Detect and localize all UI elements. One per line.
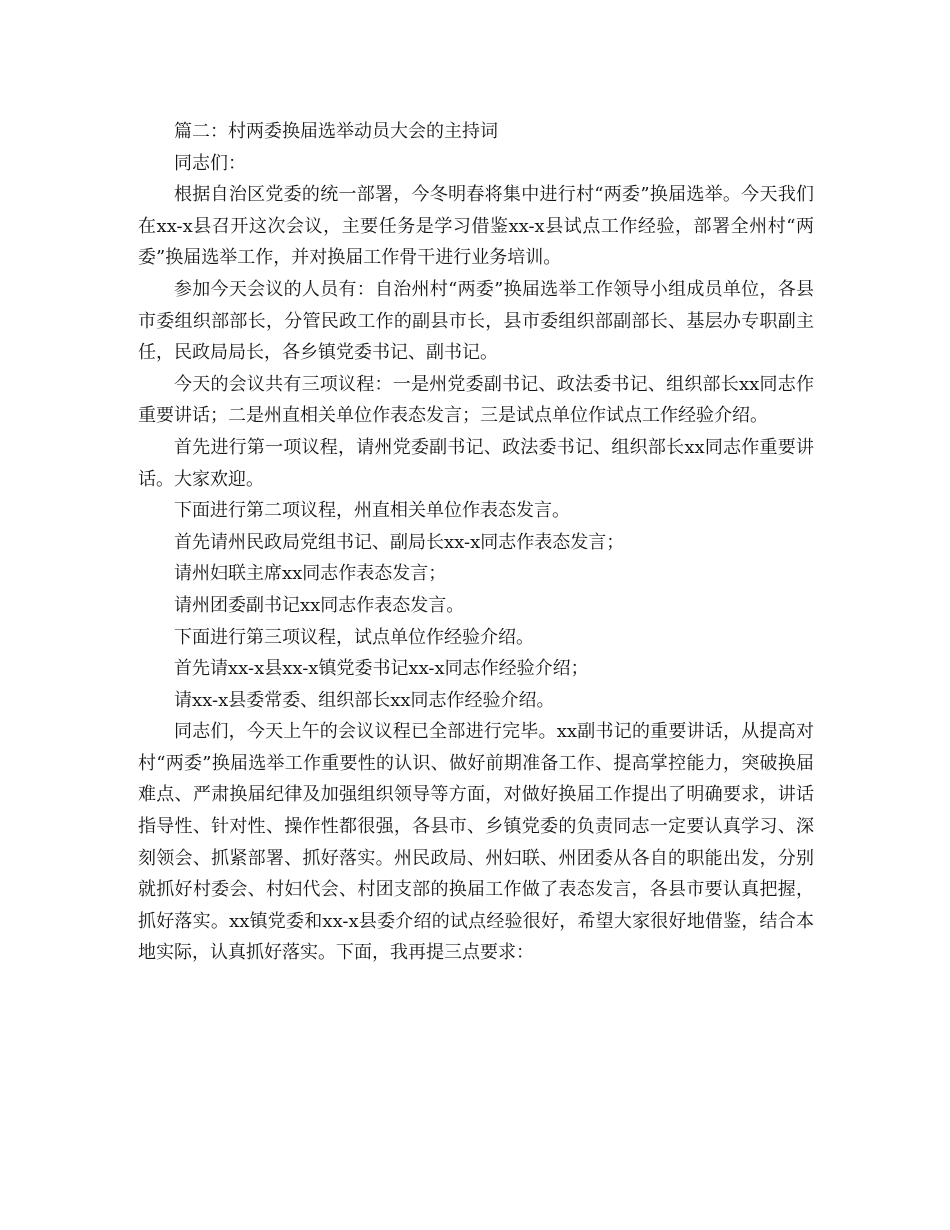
paragraph: 请州妇联主席xx同志作表态发言； [174,563,447,585]
document-body [138,116,814,969]
document-title: 篇二：村两委换届选举动员大会的主持词 [174,121,498,142]
paragraph: 首先进行第一项议程，请州党委副书记、政法委书记、组织部长xx同志作重要讲话。大家欢迎。 [138,436,814,490]
paragraph: 参加今天会议的人员有：自治州村“两委”换届选举工作领导小组成员单位，各县市委组织部部长，分管民政工作的副县市长，县市委组织部副部长、基层办专职副主任，民政局局长，各乡镇党委书记、副书记。 [138,278,814,364]
paragraph: 下面进行第三项议程，试点单位作经验介绍。 [174,626,534,648]
paragraph: 首先请州民政局党组书记、副局长xx-x同志作表态发言； [174,531,625,553]
paragraph: 首先请xx-x县xx-x镇党委书记xx-x同志作经验介绍； [174,658,589,680]
paragraph: 根据自治区党委的统一部署，今冬明春将集中进行村“两委”换届选举。今天我们在xx-x县召开这次会议，主要任务是学习借鉴xx-x县试点工作经验，部署全州村“两委”换届选举工作，并对换届工作骨干进行业务培训。 [138,184,814,269]
paragraph: 请xx-x县委常委、组织部长xx同志作经验介绍。 [174,689,555,711]
paragraph: 请州团委副书记xx同志作表态发言。 [174,594,465,616]
paragraph: 今天的会议共有三项议程：一是州党委副书记、政法委书记、组织部长xx同志作重要讲话；二是州直相关单位作表态发言；三是试点单位作试点工作经验介绍。 [138,373,814,427]
salutation: 同志们： [174,152,246,174]
paragraph: 下面进行第二项议程，州直相关单位作表态发言。 [174,500,570,522]
paragraph: 同志们，今天上午的会议议程已全部进行完毕。xx副书记的重要讲话，从提高对村“两委”换届选举工作重要性的认识、做好前期准备工作、提高掌控能力，突破换届难点、严肃换届纪律及加强组织领导等方面，对做好换届工作提出了明确要求，讲话指导性、针对性、操作性都很强，各县市、乡镇党委的负责同志一定要认真学习、深刻领会、抓紧部署、抓好落实。州民政局、州妇联、州团委从各自的职能出发，分别就抓好村委会、村妇代会、村团支部的换届工作做了表态发言，各县市要认真把握，抓好落实。xx镇党委和xx-x县委介绍的试点经验很好，希望大家很好地借鉴，结合本地实际，认真抓好落实。下面，我再提三点要求： [138,721,814,964]
